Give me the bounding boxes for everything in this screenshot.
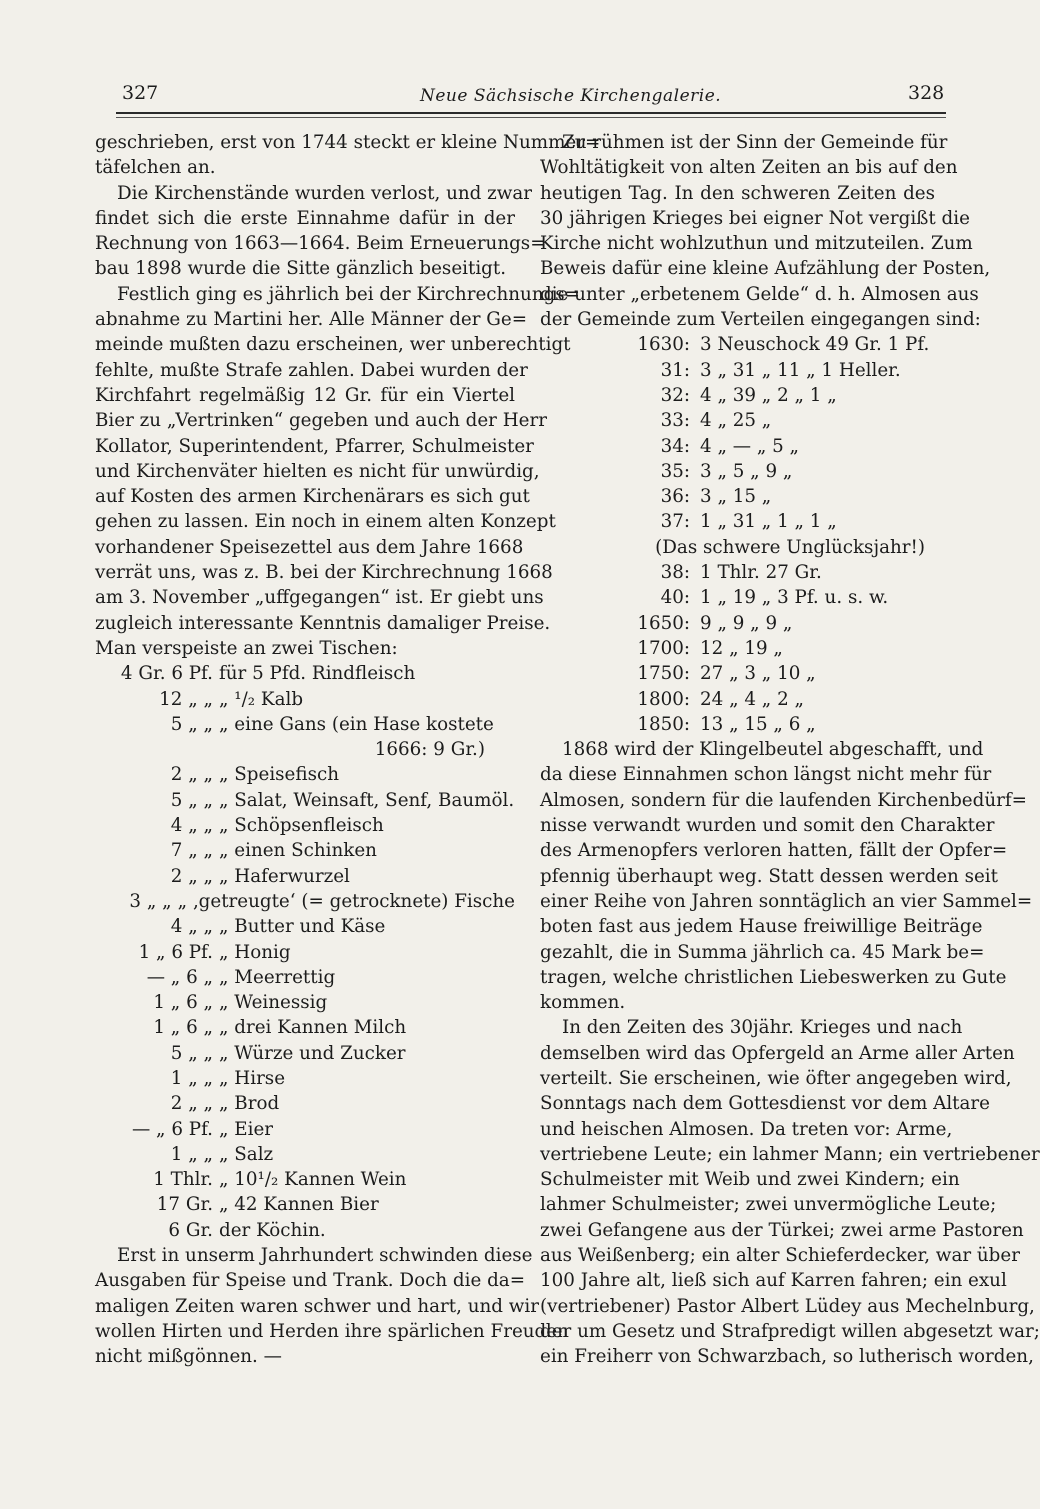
text-line: verrät uns, was z. B. bei der Kirchrechnung 1668 (95, 562, 553, 584)
right-column (540, 130, 1040, 1370)
alms-row (540, 560, 935, 585)
expense-row (95, 1218, 515, 1243)
expense-item: „ Schöpsenfleisch (219, 815, 384, 837)
text-line: Festlich ging es jährlich bei der Kirchrechnungs= (117, 283, 580, 305)
alms-amount: 27 „ 3 „ 10 „ (700, 663, 816, 685)
alms-year: 31: (660, 359, 690, 381)
expense-item: „ Brod (219, 1093, 280, 1115)
text-line: 30 jährigen Krieges bei eigner Not vergißt die (540, 207, 970, 229)
alms-row (540, 636, 935, 661)
header-rule-thin (116, 117, 946, 118)
text-line: ein Freiherr von Schwarzbach, so lutherisch worden, (540, 1346, 1034, 1368)
expense-row (95, 661, 515, 686)
expense-item: „ Würze und Zucker (219, 1042, 406, 1064)
text-line: zugleich interessante Kenntnis damaliger Preise. (95, 612, 551, 634)
expense-row (95, 788, 515, 813)
left-text-top (95, 130, 601, 661)
alms-amount: 3 „ 5 „ 9 „ (700, 460, 793, 482)
expense-price: 1 „ 6 Pf. (138, 941, 213, 963)
alms-year: 1850: (637, 713, 690, 735)
alms-row (540, 459, 935, 484)
text-line: Almosen, sondern für die laufenden Kirchenbedürf= (540, 789, 1027, 811)
text-line: einer Reihe von Jahren sonntäglich an vier Sammel= (540, 890, 1033, 912)
alms-row (540, 509, 935, 534)
alms-row (540, 687, 935, 712)
alms-row (540, 611, 935, 636)
text-line: Kirchfahrt regelmäßig 12 Gr. für ein Viertel (95, 384, 515, 406)
text-line: gezahlt, die in Summa jährlich ca. 45 Mark be= (540, 941, 985, 963)
text-line: vertriebene Leute; ein lahmer Mann; ein vertriebener (540, 1143, 1040, 1165)
expense-price: 1 Thlr. (153, 1169, 213, 1191)
alms-amount: 4 „ 39 „ 2 „ 1 „ (700, 384, 837, 406)
alms-amount: 13 „ 15 „ 6 „ (700, 713, 816, 735)
alms-year: 1700: (637, 637, 690, 659)
expense-price: 1 „ 6 „ (153, 992, 213, 1014)
expense-price: 4 Gr. 6 Pf. (120, 663, 213, 685)
running-title: Neue Sächsische Kirchengalerie. (420, 86, 722, 106)
expense-row (95, 1167, 515, 1192)
expense-row (95, 914, 515, 939)
alms-amount: 4 „ 25 „ (700, 410, 772, 432)
text-line: heutigen Tag. In den schweren Zeiten des (540, 182, 935, 204)
expense-price: 4 „ „ (170, 916, 213, 938)
expense-price: 2 „ „ (170, 764, 213, 786)
expense-price: 5 „ „ (170, 1042, 213, 1064)
right-text-top (540, 130, 991, 332)
alms-amount: 3 „ 31 „ 11 „ 1 Heller. (700, 359, 901, 381)
expense-row (95, 940, 515, 965)
expense-row (95, 687, 515, 712)
alms-year: 1650: (637, 612, 690, 634)
text-line: abnahme zu Martini her. Alle Männer der Ge= (95, 309, 528, 331)
alms-row (540, 484, 935, 509)
text-line: Erst in unserm Jahrhundert schwinden diese (117, 1245, 533, 1267)
text-line: Kollator, Superintendent, Pfarrer, Schulmeister (95, 435, 534, 457)
text-line: aus Weißenberg; ein alter Schieferdecker, war über (540, 1245, 1020, 1267)
expense-row (95, 965, 515, 990)
expense-item: „ ‚getreugte‘ (= getrocknete) Fische (177, 890, 515, 912)
expense-item: „ 10¹/₂ Kannen Wein (219, 1169, 407, 1191)
text-line: geschrieben, erst von 1744 steckt er kleine Nummer= (95, 132, 601, 153)
alms-row (540, 434, 935, 459)
text-line: nisse verwandt wurden und somit den Charakter (540, 815, 995, 837)
text-line: nicht mißgönnen. — (95, 1346, 282, 1368)
text-line: Sonntags nach dem Gottesdienst vor dem Altare (540, 1093, 990, 1115)
text-line: Die Kirchenstände wurden verlost, und zwar (117, 182, 533, 204)
expense-price: 3 „ „ (129, 890, 172, 912)
text-line: verteilt. Sie erscheinen, wie öfter angegeben wird, (540, 1067, 1012, 1089)
expense-row (95, 737, 515, 762)
alms-year: 40: (660, 587, 690, 609)
right-text-bottom (540, 737, 1040, 1369)
expense-row (95, 1192, 515, 1217)
expense-price: 1 „ „ (170, 1143, 213, 1165)
text-line: Bier zu „Vertrinken“ gegeben und auch der Herr (95, 410, 547, 432)
expense-item: der Köchin. (219, 1219, 326, 1241)
text-line: Ausgaben für Speise und Trank. Doch die da= (95, 1270, 526, 1292)
text-line: fehlte, mußte Strafe zahlen. Dabei wurden der (95, 359, 528, 381)
alms-row (540, 408, 935, 433)
expense-price: 1 „ 6 „ (153, 1017, 213, 1039)
text-line: am 3. November „uffgegangen“ ist. Er giebt uns (95, 587, 544, 609)
alms-amount: 9 „ 9 „ 9 „ (700, 612, 793, 634)
alms-year: 32: (660, 384, 690, 406)
alms-year: 1750: (637, 663, 690, 685)
expense-price: 1 „ „ (170, 1067, 213, 1089)
text-line: Schulmeister mit Weib und zwei Kindern; ein (540, 1169, 960, 1191)
text-line: bau 1898 wurde die Sitte gänzlich beseitigt. (95, 258, 507, 280)
text-line: und heischen Almosen. Da treten vor: Arme, (540, 1118, 953, 1140)
text-line: des Armenopfers verloren hatten, fällt der Opfer= (540, 840, 1008, 862)
text-line: kommen. (540, 992, 626, 1014)
text-line: zwei Gefangene aus der Türkei; zwei arme Pastoren (540, 1219, 1024, 1241)
expense-row (95, 1142, 515, 1167)
expense-item: „ Butter und Käse (219, 916, 386, 938)
expense-row (95, 712, 515, 737)
alms-amount: 12 „ 19 „ (700, 637, 783, 659)
alms-row (540, 332, 935, 357)
expense-price: 7 „ „ (170, 840, 213, 862)
expense-price: 17 Gr. (156, 1194, 213, 1216)
expense-item: „ Meerrettig (219, 966, 336, 988)
text-line: da diese Einnahmen schon längst nicht mehr für (540, 764, 992, 786)
expense-item: „ drei Kannen Milch (219, 1017, 407, 1039)
alms-row (540, 358, 935, 383)
expense-item: für 5 Pfd. Rindfleisch (219, 663, 416, 685)
expense-row (95, 1041, 515, 1066)
expense-item: „ Hirse (219, 1067, 286, 1089)
expense-row (95, 1117, 515, 1142)
text-line: wollen Hirten und Herden ihre spärlichen Freuden (95, 1320, 569, 1342)
alms-row (540, 383, 935, 408)
text-line: und Kirchenväter hielten es nicht für unwürdig, (95, 460, 540, 482)
text-line: Beweis dafür eine kleine Aufzählung der Posten, (540, 258, 991, 280)
alms-amount: 1 „ 31 „ 1 „ 1 „ (700, 511, 837, 533)
text-line: (vertriebener) Pastor Albert Lüdey aus Mechelnburg, (540, 1295, 1035, 1317)
expense-item: „ Salat, Weinsaft, Senf, Baumöl. (219, 789, 515, 811)
text-line: In den Zeiten des 30jähr. Krieges und nach (562, 1017, 963, 1039)
text-line: auf Kosten des armen Kirchenärars es sich gut (95, 486, 530, 508)
text-line: vorhandener Speisezettel aus dem Jahre 1668 (95, 536, 524, 558)
alms-year: 33: (660, 410, 690, 432)
alms-row (540, 712, 935, 737)
text-line: Kirche nicht wohlzuthun und mitzuteilen. Zum (540, 233, 973, 255)
expense-item: „ Speisefisch (219, 764, 339, 786)
expense-item: 1666: 9 Gr.) (374, 739, 485, 761)
alms-year: 37: (660, 511, 690, 533)
text-line: 1868 wird der Klingelbeutel abgeschafft, und (562, 739, 984, 761)
alms-amount: 3 „ 15 „ (700, 486, 772, 508)
left-text-bottom (95, 1243, 569, 1369)
text-line: demselben wird das Opfergeld an Arme aller Arten (540, 1042, 1015, 1064)
expense-row (95, 1066, 515, 1091)
expense-item: „ Haferwurzel (219, 865, 350, 887)
expense-item: „ Salz (219, 1143, 274, 1165)
alms-amount: 1 „ 19 „ 3 Pf. u. s. w. (700, 587, 889, 609)
page-number-right: 328 (908, 82, 945, 104)
text-line: Rechnung von 1663—1664. Beim Erneuerungs= (95, 233, 546, 255)
expense-item: „ eine Gans (ein Hase kostete (219, 713, 494, 735)
expense-row (95, 1091, 515, 1116)
text-line: boten fast aus jedem Hause freiwillige Beiträge (540, 916, 983, 938)
text-line: meinde mußten dazu erscheinen, wer unberechtigt (95, 334, 571, 356)
expense-item: „ Honig (219, 941, 291, 963)
expense-row (95, 990, 515, 1015)
expense-price: — „ 6 Pf. (131, 1118, 213, 1140)
text-line: täfelchen an. (95, 157, 216, 179)
text-line: die unter „erbetenem Gelde“ d. h. Almosen aus (540, 283, 979, 305)
alms-amount: 4 „ — „ 5 „ (700, 435, 800, 457)
text-line: Man verspeiste an zwei Tischen: (95, 637, 398, 659)
alms-row (540, 661, 935, 686)
expense-price: 2 „ „ (170, 865, 213, 887)
expense-row (95, 813, 515, 838)
alms-year: 38: (660, 562, 690, 584)
alms-amount: 24 „ 4 „ 2 „ (700, 688, 804, 710)
text-line: tragen, welche christlichen Liebeswerken zu Gute (540, 966, 1007, 988)
text-line: gehen zu lassen. Ein noch in einem alten Konzept (95, 511, 556, 533)
header-rule (116, 112, 946, 114)
text-line: findet sich die erste Einnahme dafür in der (95, 207, 515, 229)
expense-price: 2 „ „ (170, 1093, 213, 1115)
expense-price: 5 „ „ (170, 789, 213, 811)
alms-row (540, 585, 935, 610)
text-line: lahmer Schulmeister; zwei unvermögliche Leute; (540, 1194, 997, 1216)
text-line: pfennig überhaupt weg. Statt dessen werden seit (540, 865, 998, 887)
expense-item: „ ¹/₂ Kalb (219, 688, 304, 710)
expense-row (95, 889, 515, 914)
text-line: Wohltätigkeit von alten Zeiten an bis auf den (540, 157, 958, 179)
page-number-left: 327 (122, 82, 159, 104)
expense-row (95, 1015, 515, 1040)
expense-price: 6 Gr. (168, 1219, 213, 1241)
expense-item: „ einen Schinken (219, 840, 377, 862)
expense-row (95, 762, 515, 787)
alms-amount: 1 Thlr. 27 Gr. (700, 562, 822, 584)
alms-row (540, 535, 935, 560)
text-line: Zu rühmen ist der Sinn der Gemeinde für (562, 132, 948, 153)
expense-item: „ 42 Kannen Bier (219, 1194, 379, 1216)
expense-price: 5 „ „ (170, 713, 213, 735)
expense-price: 4 „ „ (170, 815, 213, 837)
expense-item: „ Eier (219, 1118, 274, 1140)
alms-year: 35: (660, 460, 690, 482)
alms-amount: 3 Neuschock 49 Gr. 1 Pf. (700, 334, 930, 356)
expense-item: „ Weinessig (219, 992, 328, 1014)
alms-year (540, 535, 655, 560)
alms-year: 1800: (637, 688, 690, 710)
alms-year: 34: (660, 435, 690, 457)
expense-row (95, 864, 515, 889)
alms-year: 36: (660, 486, 690, 508)
expense-list (95, 661, 515, 1243)
text-line: 100 Jahre alt, ließ sich auf Karren fahren; ein exul (540, 1270, 1007, 1292)
alms-year: 1630: (637, 334, 690, 356)
text-line: maligen Zeiten waren schwer und hart, und wir (95, 1295, 539, 1317)
alms-list (540, 332, 935, 737)
text-line: der Gemeinde zum Verteilen eingegangen sind: (540, 309, 981, 331)
expense-price: 12 „ „ (159, 688, 213, 710)
expense-price: — „ 6 „ (146, 966, 213, 988)
expense-price (95, 737, 219, 762)
expense-row (95, 838, 515, 863)
text-line: der um Gesetz und Strafpredigt willen abgesetzt war; (540, 1320, 1040, 1342)
alms-amount: (Das schwere Unglücksjahr!) (655, 536, 925, 558)
